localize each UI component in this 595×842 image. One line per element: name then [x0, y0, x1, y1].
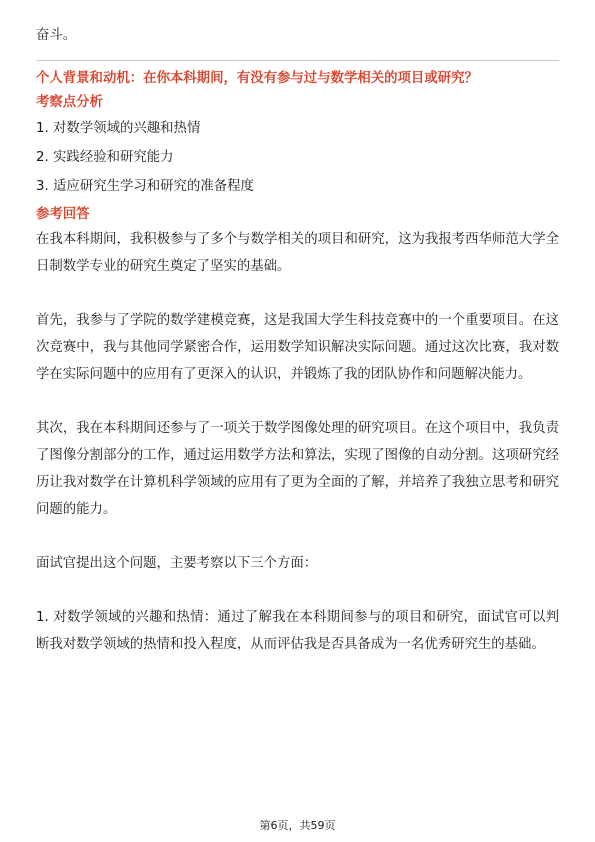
analysis-point-list [36, 114, 559, 201]
answer-paragraph: 首先，我参与了学院的数学建模竞赛，这是我国大学生科技竞赛中的一个重要项目。在这次竞赛中，我与其他同学紧密合作，运用数学知识解决实际问题。通过这次比赛，我对数学在实际问题中的应用有了更深入的认识，并锻炼了我的团队协作和问题解决能力。 [36, 313, 559, 382]
paragraph-gap [36, 388, 559, 415]
analysis-point: 2. 实践经验和研究能力 [36, 150, 174, 165]
analysis-point: 1. 对数学领域的兴趣和热情 [36, 121, 201, 136]
analysis-title: 考察点分析 [36, 95, 103, 110]
paragraph-gap [36, 280, 559, 307]
answer-paragraph: 在我本科期间，我积极参与了多个与数学相关的项目和研究，这为我报考西华师范大学全日制数学专业的研究生奠定了坚实的基础。 [36, 232, 559, 274]
answer-title: 参考回答 [36, 207, 90, 222]
answer-paragraph: 1. 对数学领域的兴趣和热情：通过了解我在本科期间参与的项目和研究，面试官可以判断我对数学领域的热情和投入程度，从而评估我是否具备成为一名优秀研究生的基础。 [36, 610, 559, 652]
lead-text: 奋斗。 [36, 28, 77, 43]
paragraph-gap [36, 577, 559, 604]
analysis-point: 3. 适应研究生学习和研究的准备程度 [36, 179, 254, 194]
document-page [36, 22, 559, 658]
answer-paragraph: 面试官提出这个问题，主要考察以下三个方面： [36, 556, 318, 571]
answer-paragraph: 其次，我在本科期间还参与了一项关于数学图像处理的研究项目。在这个项目中，我负责了图像分割部分的工作，通过运用数学方法和算法，实现了图像的自动分割。这项研究经历让我对数学在计算机科学领域的应用有了更为全面的了解，并培养了我独立思考和研究问题的能力。 [36, 421, 559, 517]
section-divider [36, 60, 559, 61]
page-indicator: 第6页，共59页 [259, 819, 336, 832]
paragraph-gap [36, 523, 559, 550]
question-heading: 个人背景和动机：在你本科期间，有没有参与过与数学相关的项目或研究？ [36, 71, 478, 86]
